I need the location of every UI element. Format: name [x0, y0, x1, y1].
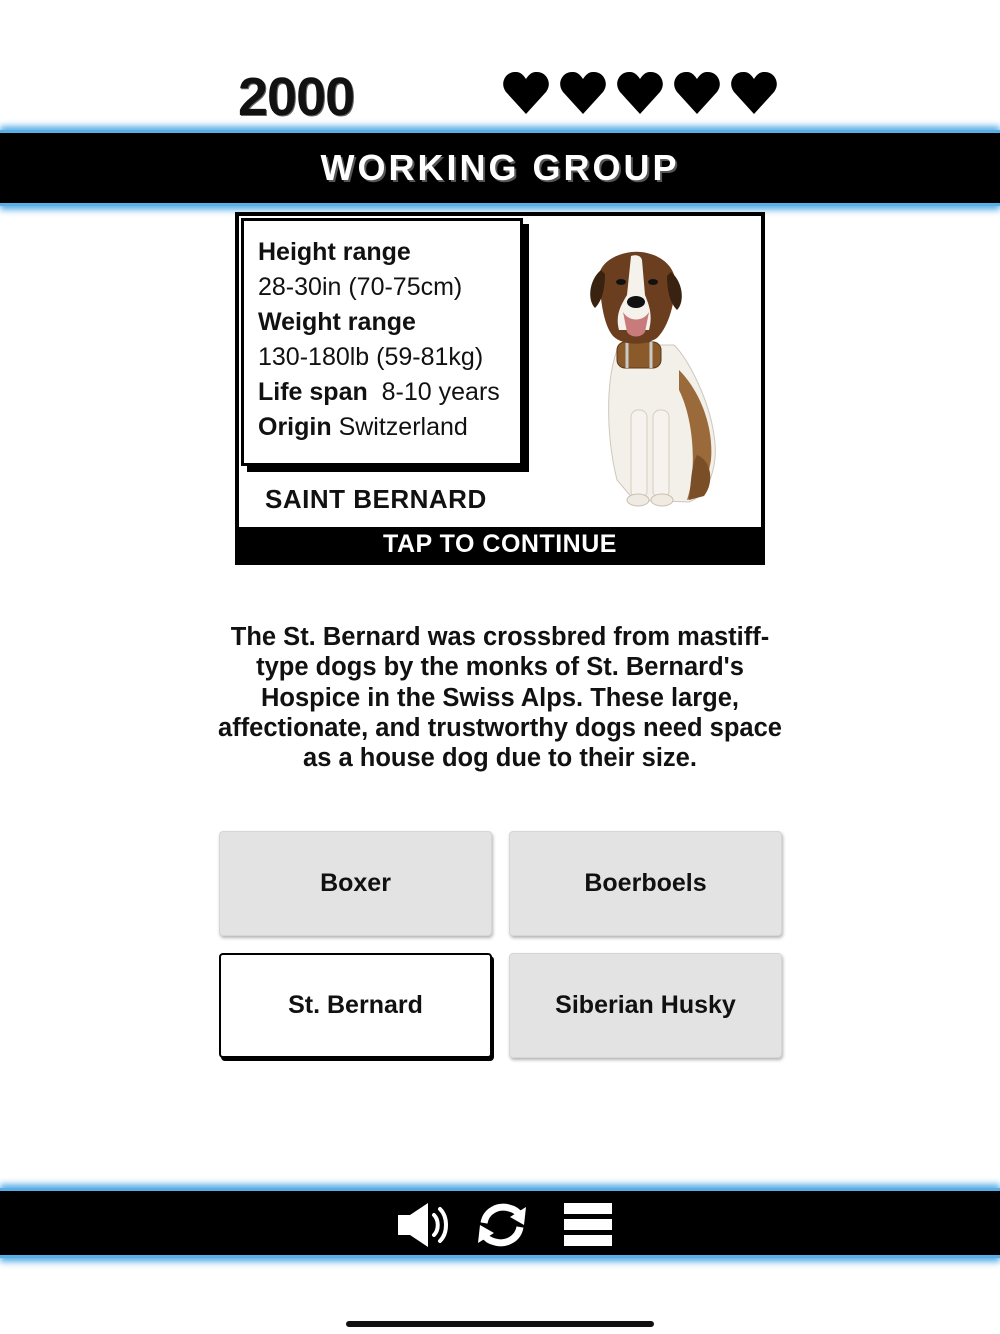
speaker-icon[interactable]: [394, 1199, 450, 1251]
dog-photo: [579, 250, 729, 512]
weight-value: 130-180lb (59-81kg): [258, 343, 484, 371]
home-indicator[interactable]: [346, 1321, 654, 1327]
lifespan-value: 8-10 years: [381, 378, 500, 406]
origin-label: Origin: [258, 413, 332, 441]
score-display: 2000: [238, 67, 355, 127]
breed-name: SAINT BERNARD: [265, 484, 487, 514]
restart-icon[interactable]: [474, 1199, 530, 1251]
menu-icon[interactable]: [560, 1199, 616, 1251]
heart-icon: [730, 70, 778, 116]
breed-description: The St. Bernard was crossbred from mastiff-type dogs by the monks of St. Bernard's Hospice in the Swiss Alps. These large, affectionate, and trustworthy dogs need space as a house dog due to their size.: [218, 623, 782, 773]
tap-to-continue-button[interactable]: TAP TO CONTINUE: [239, 527, 761, 561]
heart-icon: [616, 70, 664, 116]
answer-button-boerboels[interactable]: Boerboels: [509, 831, 782, 936]
origin-value: Switzerland: [338, 413, 468, 441]
height-label: Height range: [258, 238, 411, 266]
category-banner: [0, 130, 1000, 206]
heart-icon: [502, 70, 550, 116]
heart-icon: [559, 70, 607, 116]
answer-button-st-bernard[interactable]: St. Bernard: [219, 953, 492, 1058]
height-value: 28-30in (70-75cm): [258, 273, 463, 301]
lives-hearts: [502, 70, 778, 116]
answer-button-boxer[interactable]: Boxer: [219, 831, 492, 936]
breed-info-card[interactable]: [235, 212, 765, 565]
weight-label: Weight range: [258, 308, 416, 336]
breed-stats-box: [241, 218, 523, 466]
category-title: WORKING GROUP: [320, 147, 680, 188]
answer-button-siberian-husky[interactable]: Siberian Husky: [509, 953, 782, 1058]
bottom-toolbar: [0, 1188, 1000, 1258]
lifespan-label: Life span: [258, 378, 368, 406]
heart-icon: [673, 70, 721, 116]
